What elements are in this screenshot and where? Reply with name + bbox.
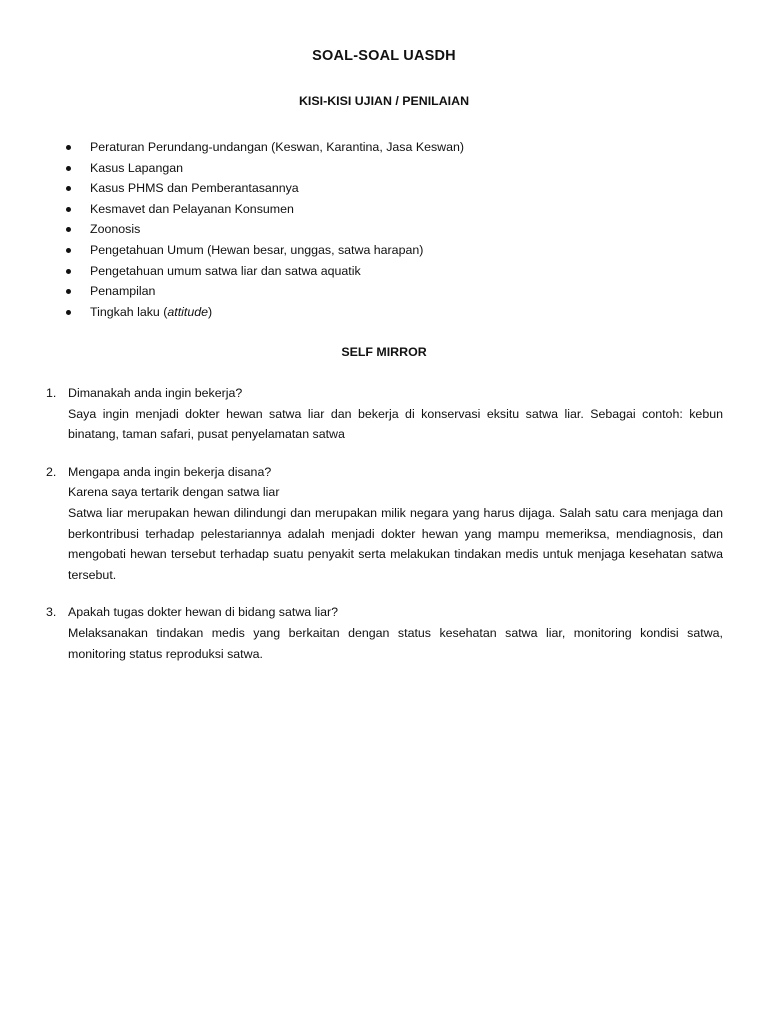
bullet-icon	[66, 227, 71, 232]
list-item: Kesmavet dan Pelayanan Konsumen	[62, 199, 464, 220]
question-text: Mengapa anda ingin bekerja disana?	[68, 464, 272, 479]
question-item	[46, 383, 723, 445]
question-text: Dimanakah anda ingin bekerja?	[68, 386, 243, 400]
self-mirror-heading: SELF MIRROR	[341, 345, 427, 359]
answer-text: Saya ingin menjadi dokter hewan satwa liar dan bekerja di konservasi eksitu satwa liar. Sebagai contoh: kebun binatang, taman safari, pusat penyelamatan satwa	[68, 406, 723, 442]
list-item: Kasus Lapangan	[62, 158, 464, 179]
list-item: Tingkah laku (attitude)	[62, 302, 464, 323]
list-item: Pengetahuan Umum (Hewan besar, unggas, satwa harapan)	[62, 240, 464, 261]
list-item: Pengetahuan umum satwa liar dan satwa aquatik	[62, 261, 464, 282]
answer-text: Karena saya tertarik dengan satwa liar	[68, 485, 280, 500]
bullet-icon	[66, 186, 71, 191]
list-item: Peraturan Perundang-undangan (Keswan, Karantina, Jasa Keswan)	[62, 137, 464, 158]
attitude-italic: attitude	[167, 304, 209, 319]
bullet-icon	[66, 248, 71, 253]
bullet-icon	[66, 289, 71, 294]
bullet-icon	[66, 310, 71, 315]
question-number: 2.	[46, 464, 57, 479]
document-title: SOAL-SOAL UASDH	[312, 48, 456, 64]
question-list	[46, 383, 723, 681]
bullet-icon	[66, 166, 71, 171]
list-item: Kasus PHMS dan Pemberantasannya	[62, 178, 464, 199]
kisi-kisi-list	[62, 137, 464, 322]
bullet-icon	[66, 145, 71, 150]
answer-text: Melaksanakan tindakan medis yang berkaitan dengan status kesehatan satwa liar, monitoring kondisi satwa, monitoring status reproduksi satwa.	[68, 625, 723, 661]
list-item: Penampilan	[62, 281, 464, 302]
question-item	[46, 462, 723, 586]
question-number: 3.	[46, 605, 57, 620]
answer-text: Satwa liar merupakan hewan dilindungi dan merupakan milik negara yang harus dijaga. Salah satu cara menjaga dan berkontribusi terhadap pelestariannya adalah menjadi dokter hewan yang mampu memeriksa, mendiagnosis, dan mengobati hewan tersebut terhadap suatu penyakit serta melakukan tindakan medis untuk menjaga kesehatan satwa tersebut.	[68, 505, 723, 582]
bullet-icon	[66, 269, 71, 274]
list-item: Zoonosis	[62, 219, 464, 240]
question-number: 1.	[46, 386, 57, 400]
bullet-icon	[66, 207, 71, 212]
question-text: Apakah tugas dokter hewan di bidang satwa liar?	[68, 605, 339, 620]
question-item	[46, 602, 723, 664]
kisi-kisi-heading: KISI-KISI UJIAN / PENILAIAN	[298, 94, 470, 108]
